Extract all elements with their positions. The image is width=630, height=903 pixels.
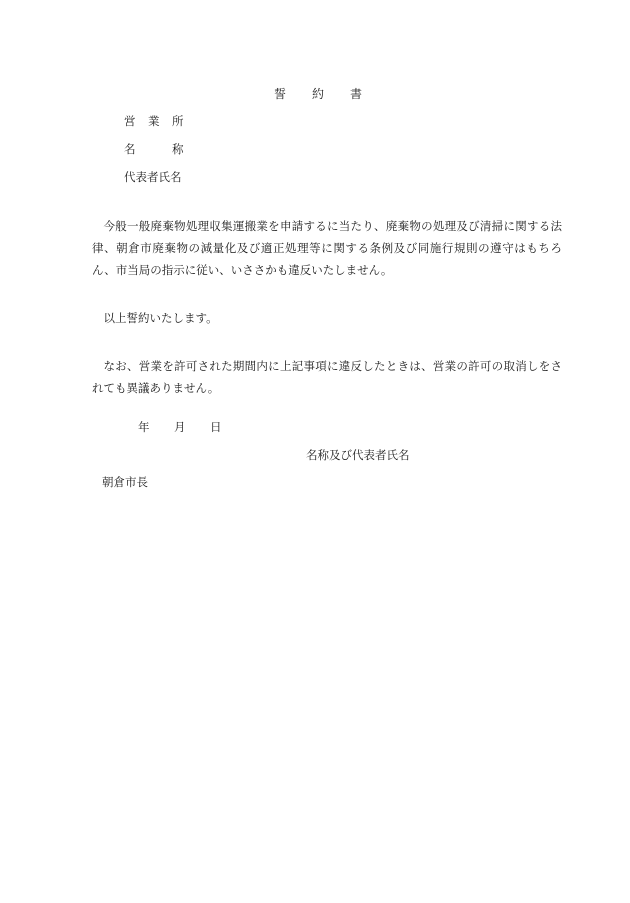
name-label	[124, 144, 184, 156]
representative-label: 代表者氏名	[124, 170, 182, 184]
date-year: 年	[138, 420, 150, 434]
pledge-closing: 以上誓約いたします。	[103, 311, 218, 325]
title-char-2: 約	[312, 87, 325, 101]
title-char-3: 書	[350, 87, 363, 101]
office-label-char-3: 所	[172, 114, 184, 128]
date-month: 月	[174, 420, 186, 434]
date-line	[138, 422, 222, 434]
name-label-char-1: 名	[124, 142, 136, 156]
date-day: 日	[210, 420, 222, 434]
title-char-1: 誓	[274, 87, 287, 101]
pledge-paragraph: 今般一般廃棄物処理収集運搬業を申請するに当たり、廃棄物の処理及び清掃に関する法律、朝倉市廃棄物の減量化及び適正処理等に関する条例及び同施行規則の遵守はもちろん、市当局の指示に従い、いささかも違反いたしません。	[92, 219, 562, 277]
revocation-paragraph: なお、営業を許可された期間内に上記事項に違反したときは、営業の許可の取消しをされても異議ありません。	[92, 359, 562, 395]
office-label-char-2: 業	[148, 114, 160, 128]
document-title	[274, 88, 362, 100]
addressee: 朝倉市長	[102, 475, 148, 489]
office-label-char-1: 営	[124, 114, 136, 128]
name-label-char-2: 称	[172, 142, 184, 156]
office-label	[124, 116, 184, 128]
signature-label: 名称及び代表者氏名	[306, 448, 410, 462]
